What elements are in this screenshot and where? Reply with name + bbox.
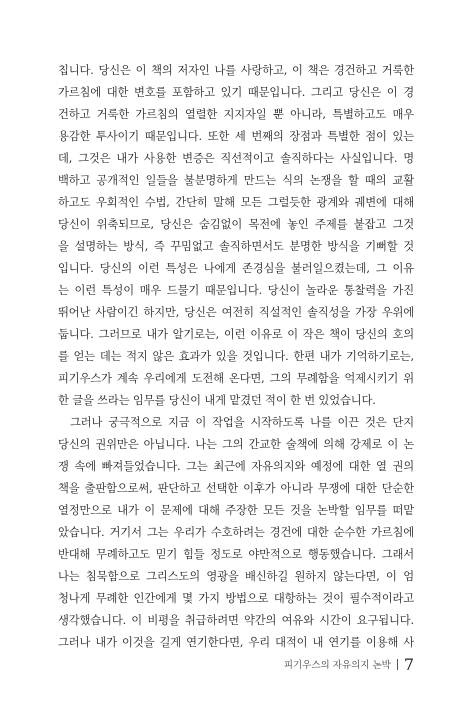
text-line: 백하고 공개적인 일들을 불분명하게 만드는 식의 논쟁을 할 때의 교활 <box>58 174 414 187</box>
text-line: 당신의 권위만은 아닙니다. 나는 그의 간교한 술책에 의해 강제로 이 논 <box>58 438 414 451</box>
text-line: 쟁 속에 빠져들었습니다. 그는 최근에 자유의지와 예정에 대한 열 권의 <box>58 460 414 473</box>
text-line: 입니다. 당신의 이런 특성은 나에게 존경심을 불러일으켰는데, 그 이유 <box>58 262 414 275</box>
text-line: 았습니다. 거기서 그는 우리가 수호하려는 경건에 대한 순수한 가르침에 <box>58 526 414 539</box>
text-line: 칩니다. 당신은 이 책의 저자인 나를 사랑하고, 이 책은 경건하고 거룩한 <box>58 64 414 77</box>
footer-divider <box>397 659 398 670</box>
text-line: 생각했습니다. 이 비평을 취급하려면 약간의 여유와 시간이 요구됩니다. <box>58 614 414 627</box>
text-line: 둡니다. 그러므로 내가 알기로는, 이런 이유로 이 작은 책이 당신의 호의 <box>58 328 414 341</box>
text-line: 하고도 우회적인 수법, 간단히 말해 모든 그럴듯한 광계와 궤변에 대해 <box>58 196 414 209</box>
text-line: 책을 출판함으로써, 판단하고 선택한 이후가 아니라 무쟁에 대한 단순한 <box>58 482 414 495</box>
text-line: 을 설명하는 방식, 즉 꾸밈없고 솔직하면서도 분명한 방식을 기뻐할 것 <box>58 240 414 253</box>
text-line: 가르침에 대한 변호를 포함하고 있기 때문입니다. 그리고 당신은 이 경 <box>58 86 414 99</box>
body-text <box>58 60 414 654</box>
text-line: 한 글을 쓰라는 임무를 당신이 내게 맡겼던 적이 한 번 있었습니다. <box>58 394 376 407</box>
text-line: 나는 침묵함으로 그리스도의 영광을 배신하길 원하지 않는다면, 이 엄 <box>58 570 414 583</box>
paragraph-2 <box>58 412 414 654</box>
running-title: 피기우스의 자유의지 논박 <box>283 660 391 671</box>
text-line: 데, 그것은 내가 사용한 변증은 직선적이고 솔직하다는 사실입니다. 명 <box>58 152 414 165</box>
text-line: 피기우스가 계속 우리에게 도전해 온다면, 그의 무례함을 억제시키기 위 <box>58 372 414 385</box>
text-line: 그러나 내가 이것을 길게 연기한다면, 우리 대적이 내 연기를 이용해 사 <box>58 636 414 649</box>
text-line: 를 얻는 데는 적지 않은 효과가 있을 것입니다. 한편 내가 기억하기로는, <box>58 350 414 363</box>
text-line: 용감한 투사이기 때문입니다. 또한 세 번째의 장점과 특별한 점이 있는 <box>58 130 414 143</box>
text-line: 열정만으로 내가 이 문제에 대해 주장한 모든 것을 논박할 임무를 떠맡 <box>58 504 414 517</box>
page-number: 7 <box>403 654 414 674</box>
text-line: 당신이 위축되므로, 당신은 숨김없이 목전에 놓인 주제를 붙잡고 그것 <box>58 218 414 231</box>
page-footer <box>284 654 414 674</box>
paragraph-1 <box>58 60 414 412</box>
text-line: 그러나 궁극적으로 지금 이 작업을 시작하도록 나를 이끈 것은 단지 <box>70 416 414 429</box>
text-line: 건하고 거룩한 가르침의 열렬한 지지자일 뿐 아니라, 특별하고도 매우 <box>58 108 414 121</box>
text-line: 뛰어난 사람이긴 하지만, 당신은 여전히 직설적인 솔직성을 가장 우위에 <box>58 306 414 319</box>
text-line: 는 이런 특성이 매우 드물기 때문입니다. 당신이 놀라운 통찰력을 가진 <box>58 284 414 297</box>
text-line: 청나게 무례한 인간에게 몇 가지 방법으로 대항하는 것이 필수적이라고 <box>58 592 414 605</box>
text-line: 반대해 무례하고도 믿기 힘들 정도로 야만적으로 행동했습니다. 그래서 <box>58 548 414 561</box>
